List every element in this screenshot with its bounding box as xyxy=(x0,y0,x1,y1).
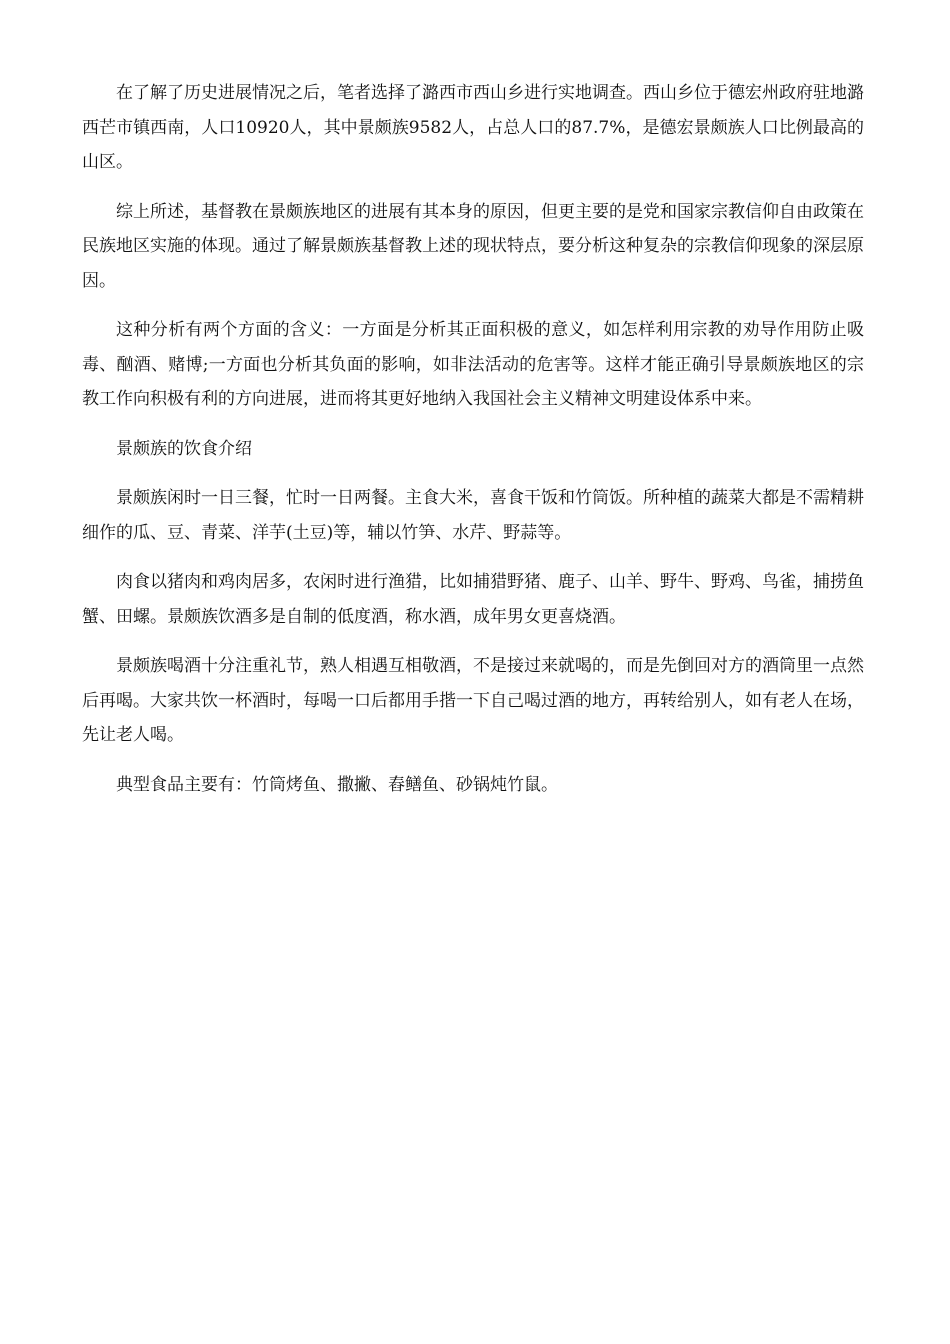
paragraph-meals: 景颇族闲时一日三餐，忙时一日两餐。主食大米，喜食干饭和竹筒饭。所种植的蔬菜大都是不需精耕细作的瓜、豆、青菜、洋芋(土豆)等，辅以竹笋、水芹、野蒜等。 xyxy=(82,488,864,543)
document-body xyxy=(82,76,864,817)
paragraph-field-survey: 在了解了历史进展情况之后，笔者选择了潞西市西山乡进行实地调查。西山乡位于德宏州政府驻地潞西芒市镇西南，人口10920人，其中景颇族9582人，占总人口的87.7%，是德宏景颇族人口比例最高的山区。 xyxy=(82,83,864,172)
section-heading-diet: 景颇族的饮食介绍 xyxy=(116,438,252,459)
paragraph-meat-and-wine: 肉食以猪肉和鸡肉居多，农闲时进行渔猎，比如捕猎野猪、鹿子、山羊、野牛、野鸡、鸟雀，捕捞鱼蟹、田螺。景颇族饮酒多是自制的低度酒，称水酒，成年男女更喜烧酒。 xyxy=(82,572,864,627)
paragraph-typical-foods: 典型食品主要有：竹筒烤鱼、撒撇、舂鳝鱼、砂锅炖竹鼠。 xyxy=(116,774,558,795)
paragraph-drinking-etiquette: 景颇族喝酒十分注重礼节，熟人相遇互相敬酒，不是接过来就喝的，而是先倒回对方的酒筒里一点然后再喝。大家共饮一杯酒时，每喝一口后都用手揩一下自己喝过酒的地方，再转给别人，如有老人在场，先让老人喝。 xyxy=(82,656,864,745)
paragraph-summary: 综上所述，基督教在景颇族地区的进展有其本身的原因，但更主要的是党和国家宗教信仰自由政策在民族地区实施的体现。通过了解景颇族基督教上述的现状特点，要分析这种复杂的宗教信仰现象的深层原因。 xyxy=(82,201,864,291)
paragraph-analysis: 这种分析有两个方面的含义：一方面是分析其正面积极的意义，如怎样利用宗教的劝导作用防止吸毒、酗酒、赌博;一方面也分析其负面的影响，如非法活动的危害等。这样才能正确引导景颇族地区的宗教工作向积极有利的方向进展，进而将其更好地纳入我国社会主义精神文明建设体系中来。 xyxy=(82,320,864,409)
